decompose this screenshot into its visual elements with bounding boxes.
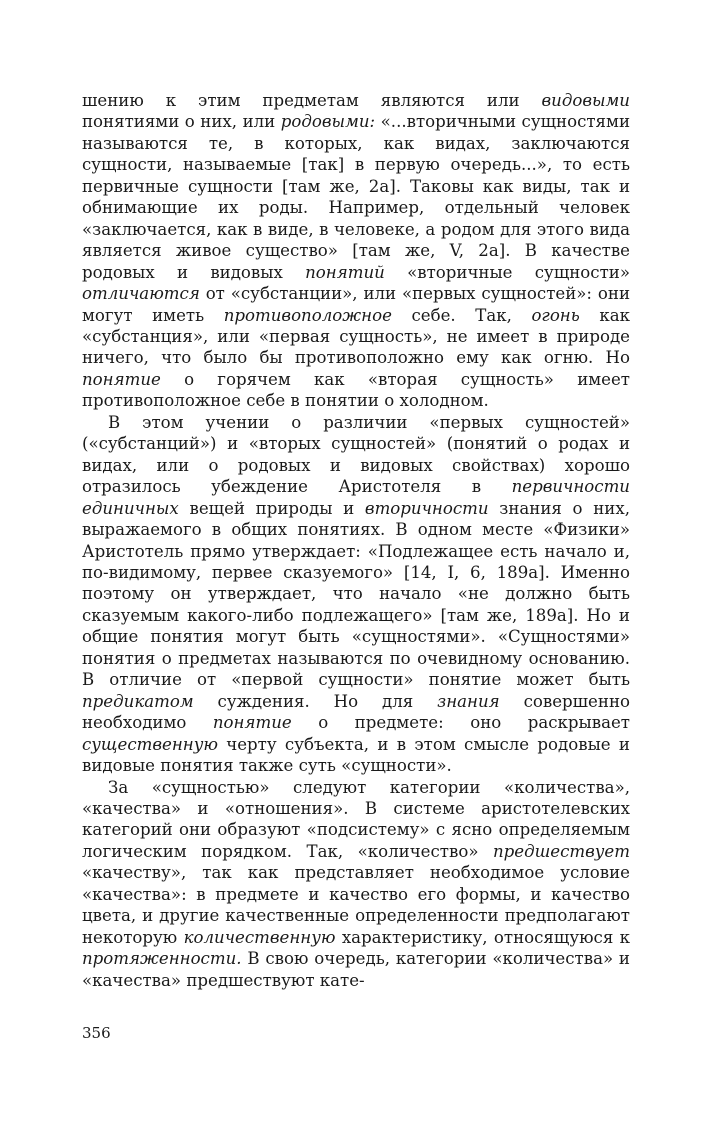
italic-text: предшествует	[492, 841, 630, 861]
italic-text: понятие	[212, 713, 292, 733]
body-text: вещей природы и	[178, 498, 365, 518]
italic-text: знания	[437, 691, 500, 711]
body-text: черту субъекта, и в этом смысле родовые и видовые понятия также суть «сущности».	[82, 734, 630, 776]
paragraph	[82, 90, 630, 412]
body-text: «качеству», так как представляет необходимое условие «качества»: в предмете и качество его формы, и качество цвета, и другие качественные определенности предполагают некоторую	[82, 863, 630, 947]
italic-text: родовыми:	[280, 112, 376, 132]
italic-text: существенную	[82, 734, 218, 754]
body-text: В свою очередь, категории «количества» и «качества» предшествуют кате-	[82, 949, 630, 990]
italic-text: отличаются	[82, 284, 200, 304]
italic-text: количественную	[183, 927, 336, 947]
paragraph	[82, 412, 630, 777]
italic-text: видовыми	[541, 91, 630, 110]
italic-text: огонь	[531, 305, 580, 325]
body-text: от «субстанции», или «первых сущностей»: они могут иметь	[82, 284, 630, 325]
body-text: характеристику, относящуюся к	[335, 927, 630, 947]
body-text: В этом учении о различии «первых сущностей» («субстанций») и «вторых сущностей» (понятий о родах и видах, или о родовых и видовых свойствах) хорошо отразилось убеждение Аристотеля в	[82, 412, 630, 497]
italic-text: противоположное	[223, 305, 392, 325]
body-text: о горячем как «вторая сущность» имеет противоположное себе в понятии о холодном.	[82, 369, 630, 411]
italic-text: протяженности.	[82, 949, 242, 969]
body-text: суждения. Но для	[193, 691, 438, 711]
body-text: шению к этим предметам являются или	[82, 91, 542, 110]
body-text: себе. Так,	[391, 305, 532, 325]
paragraph	[82, 777, 630, 992]
body-text: знания о них, выражаемого в общих понятиях. В одном месте «Физики» Аристотель прямо утверждает: «Подлежащее есть начало и, по-видимому, первее сказуемого» [14, I, 6, 189а]. Именно поэтому он утверждает, что начало «не должно быть сказуемым какого-либо подлежащего» [там же, 189а]. Но и общие понятия могут быть «сущностями». «Сущностями» понятия о предметах называются по очевидному основанию. В отличие от «первой сущности» понятие может быть	[82, 498, 630, 690]
body-text: понятиями о них, или	[82, 112, 281, 132]
italic-text: предикатом	[82, 691, 194, 711]
page-number: 356	[82, 1024, 111, 1042]
body-text: как «субстанция», или «первая сущность», не имеет в природе ничего, что было бы противоположно ему как огню. Но	[82, 305, 630, 368]
body-text: совершенно необходимо	[82, 691, 630, 733]
body-text: За «сущностью» следуют категории «количества», «качества» и «отношения». В системе аристотелевских категорий они образуют «подсистему» с ясно определяемым логическим порядком. Так, «количество»	[82, 777, 630, 861]
body-text: о предмете: оно раскрывает	[291, 713, 630, 733]
italic-text: понятий	[305, 262, 385, 282]
body-text: «вторичные сущности»	[384, 262, 630, 282]
body-text: «...вторичными сущностями называются те, в которых, как видах, заключаются сущности, называемые [так] в первую очередь...», то есть первичные сущности [там же, 2а]. Таковы как виды, так и обнимающие их роды. Например, отдельный человек «заключается, как в виде, в человеке, а родом для этого вида является живое существо» [там же, V, 2а]. В качестве родовых и видовых	[82, 112, 630, 282]
italic-text: первичности единичных	[82, 477, 630, 518]
page-text	[82, 90, 630, 991]
italic-text: вторичности	[364, 498, 489, 518]
italic-text: понятие	[82, 369, 161, 389]
